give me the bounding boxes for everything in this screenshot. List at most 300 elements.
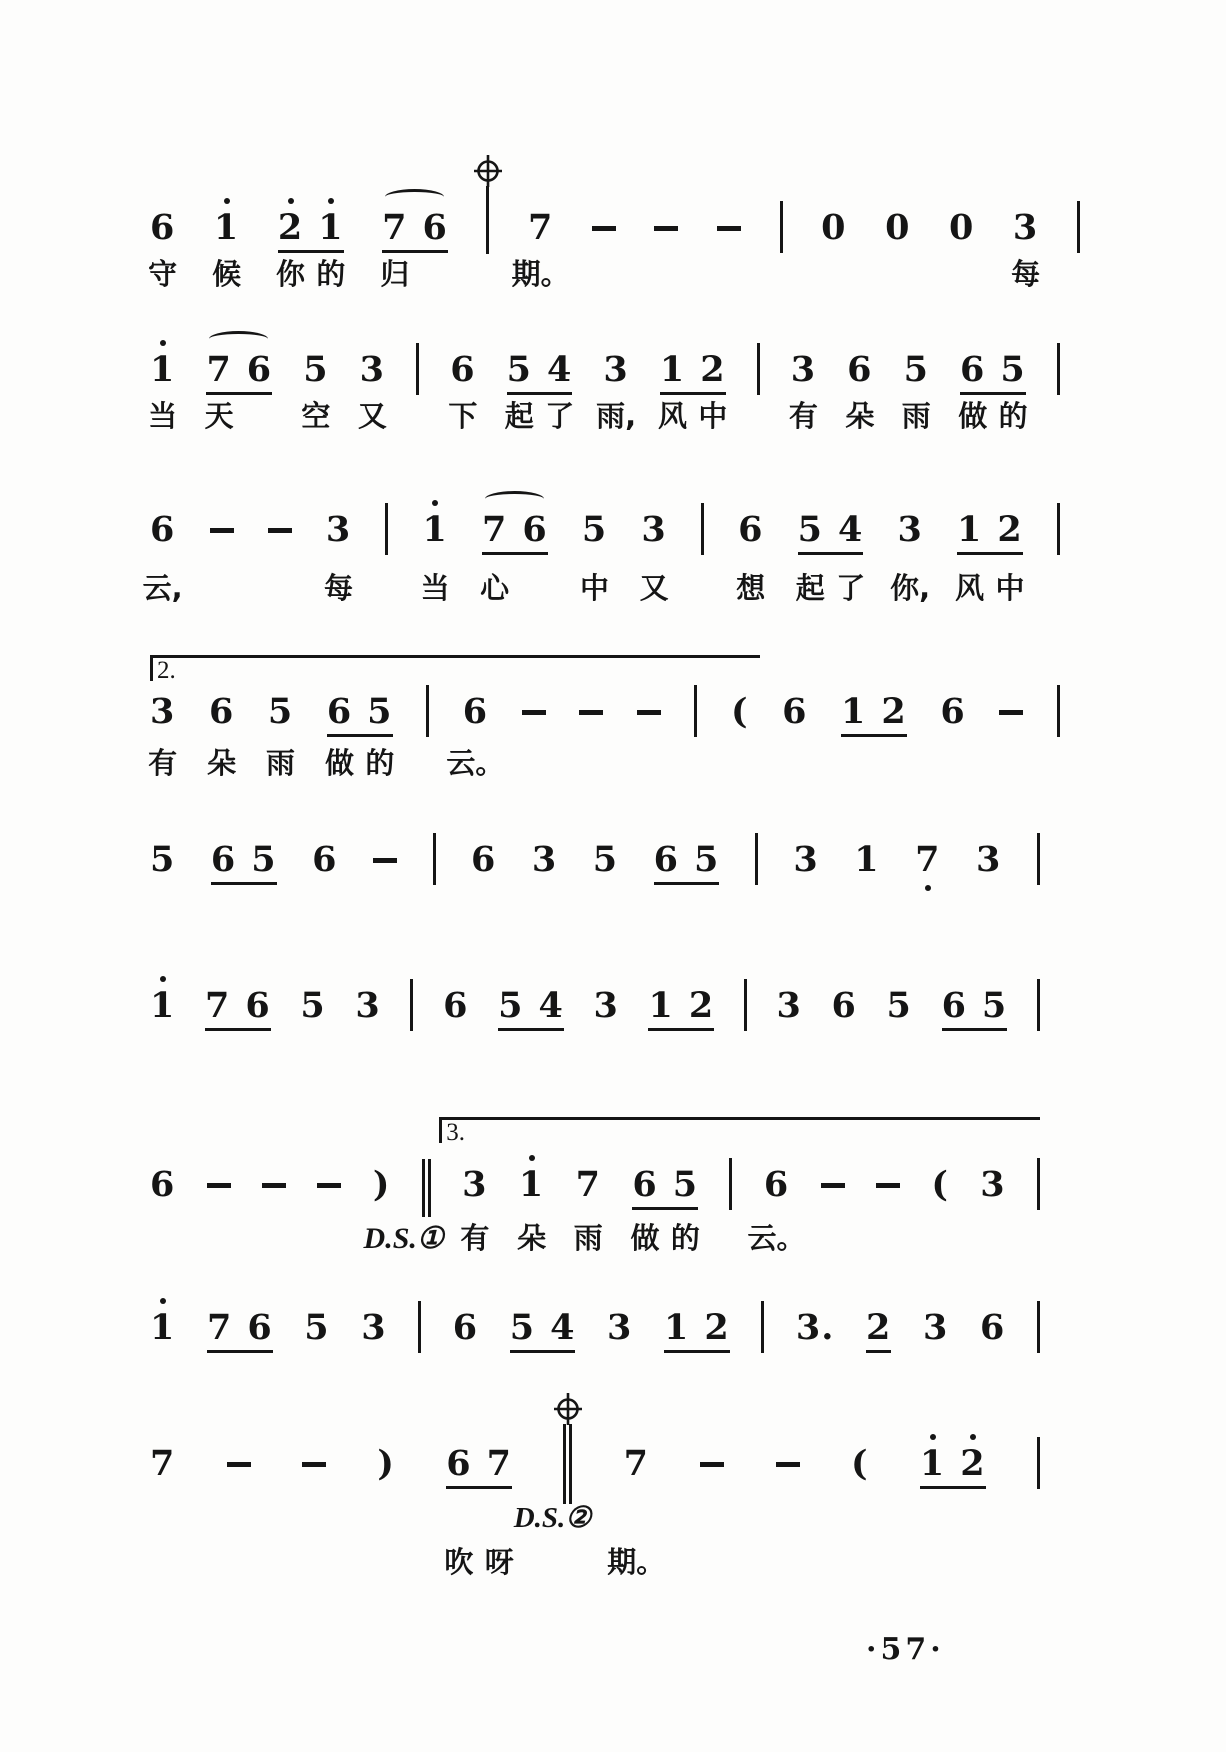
lyric-syllable: 云。 bbox=[747, 1221, 806, 1255]
note-digit: 7 bbox=[150, 1443, 176, 1484]
note-token bbox=[365, 691, 395, 780]
note-digit: 6 bbox=[312, 839, 338, 880]
barline bbox=[701, 503, 704, 555]
dash-token bbox=[637, 710, 661, 715]
note-token bbox=[573, 1164, 603, 1255]
lyric-syllable: 朵 bbox=[207, 746, 237, 780]
note-digit: 6 bbox=[960, 349, 986, 390]
note-token bbox=[670, 1164, 700, 1255]
note-digit: 1 bbox=[919, 1443, 946, 1484]
dash-token bbox=[821, 1183, 845, 1188]
note-digit: 1 bbox=[659, 349, 686, 390]
lyric-syllable: 了 bbox=[545, 399, 575, 433]
ds-label: D.S.② bbox=[513, 1502, 592, 1534]
note-digit: 3 bbox=[980, 1164, 1006, 1205]
note-digit: 6 bbox=[446, 1443, 472, 1484]
slur-group bbox=[204, 349, 273, 433]
dash-token bbox=[268, 528, 292, 533]
note-token bbox=[148, 691, 178, 780]
note-token bbox=[446, 691, 505, 780]
lyric-syllable: 每 bbox=[1011, 257, 1041, 291]
note-token bbox=[981, 985, 1008, 1026]
lyric-syllable: 的 bbox=[670, 1221, 700, 1255]
lyric-syllable: 期。 bbox=[511, 257, 570, 291]
note-digit: 6 bbox=[208, 691, 235, 732]
lyric-syllable: 朵 bbox=[845, 399, 875, 433]
note-digit: 5 bbox=[367, 691, 393, 732]
score-line-8 bbox=[150, 1307, 1040, 1353]
lyric-syllable: 你 bbox=[276, 257, 306, 291]
dash-token bbox=[262, 1183, 286, 1188]
note-digit: 7 bbox=[382, 207, 408, 248]
note-digit: 1 bbox=[854, 839, 880, 880]
note-digit: 6 bbox=[450, 349, 476, 390]
note-token bbox=[854, 839, 880, 880]
note-token bbox=[148, 207, 178, 291]
note-digit: 1 bbox=[150, 349, 176, 390]
barline bbox=[755, 833, 758, 885]
note-token bbox=[355, 985, 381, 1026]
dash-token bbox=[210, 528, 234, 533]
note-token bbox=[639, 509, 669, 605]
note-token bbox=[788, 349, 818, 433]
note-digit: 7 bbox=[575, 1164, 601, 1205]
note-token bbox=[545, 349, 575, 433]
octave-dot-above bbox=[328, 198, 334, 204]
note-token bbox=[845, 349, 875, 433]
note-token bbox=[304, 1307, 330, 1348]
score-line-2 bbox=[148, 349, 1060, 433]
note-token bbox=[300, 985, 326, 1026]
beam-group bbox=[958, 349, 1028, 433]
octave-dot-above bbox=[432, 500, 438, 506]
note-digit: 6 bbox=[443, 985, 469, 1026]
note-token bbox=[498, 985, 524, 1026]
note-digit: 3 bbox=[355, 985, 381, 1026]
dash-token bbox=[579, 710, 603, 715]
note-digit: 6 bbox=[653, 839, 679, 880]
lyric-syllable: 风 bbox=[955, 571, 985, 605]
octave-dot-above bbox=[160, 340, 166, 346]
lyric-syllable: 朵 bbox=[517, 1221, 547, 1255]
beam-group bbox=[509, 1307, 576, 1353]
lyric-syllable: 有 bbox=[148, 746, 178, 780]
note-token bbox=[663, 1307, 690, 1348]
note-digit: 0 bbox=[948, 207, 975, 248]
note-token bbox=[948, 207, 975, 248]
lyric-syllable: 想 bbox=[736, 571, 766, 605]
lyric-syllable: 雨 bbox=[266, 746, 296, 780]
note-token bbox=[420, 509, 450, 605]
dash-token bbox=[876, 1183, 900, 1188]
barline bbox=[433, 833, 436, 885]
score-line-9 bbox=[150, 1443, 1040, 1579]
note-token bbox=[850, 1443, 869, 1484]
note-token bbox=[266, 691, 296, 780]
note-token bbox=[795, 1307, 835, 1348]
coda-icon bbox=[472, 154, 504, 188]
score-line-7 bbox=[150, 1119, 1040, 1255]
note-digit: ( bbox=[730, 691, 749, 732]
lyric-syllable: 雨 bbox=[573, 1221, 603, 1255]
note-digit: 5 bbox=[509, 1307, 536, 1348]
note-digit: 6 bbox=[831, 985, 857, 1026]
note-token bbox=[866, 1307, 892, 1353]
lyric-syllable: 当 bbox=[148, 399, 178, 433]
note-digit: 5 bbox=[498, 985, 524, 1026]
octave-dot-above bbox=[160, 1298, 166, 1304]
note-token bbox=[980, 1164, 1006, 1205]
note-digit: 1 bbox=[213, 207, 240, 248]
note-token bbox=[704, 1307, 730, 1348]
note-digit: 5 bbox=[1000, 349, 1026, 390]
note-digit: 2 bbox=[688, 985, 715, 1026]
note-digit: 3 bbox=[976, 839, 1002, 880]
note-digit: 5 bbox=[581, 509, 608, 550]
note-token bbox=[323, 509, 354, 605]
note-token bbox=[793, 839, 819, 880]
note-token bbox=[1011, 207, 1041, 291]
note-token bbox=[593, 985, 619, 1026]
note-digit: 3 bbox=[922, 1307, 949, 1348]
note-token bbox=[212, 207, 242, 291]
note-token bbox=[694, 839, 720, 880]
barline bbox=[780, 201, 783, 253]
score-line-1 bbox=[148, 207, 1080, 291]
note-digit: 6 bbox=[462, 691, 489, 732]
note-token bbox=[841, 691, 867, 732]
dash-token bbox=[700, 1462, 724, 1467]
note-digit: 1 bbox=[150, 985, 176, 1026]
lyric-syllable: 天 bbox=[204, 399, 234, 433]
note-digit: 1 bbox=[841, 691, 867, 732]
note-token bbox=[301, 349, 331, 433]
lyric-syllable: 空 bbox=[301, 399, 331, 433]
note-digit: 2 bbox=[277, 207, 304, 248]
lyric-syllable: 期。 bbox=[607, 1545, 666, 1579]
dash-token bbox=[227, 1462, 251, 1467]
note-token bbox=[460, 1164, 490, 1255]
octave-dot-above bbox=[288, 198, 294, 204]
barline bbox=[410, 979, 413, 1031]
dash-token bbox=[776, 1462, 800, 1467]
note-digit: 2 bbox=[997, 509, 1023, 550]
note-token bbox=[821, 207, 847, 248]
barline bbox=[426, 685, 429, 737]
beam-group bbox=[324, 691, 395, 780]
coda-icon bbox=[552, 1392, 584, 1426]
lyric-syllable: 中 bbox=[995, 571, 1025, 605]
note-token bbox=[316, 207, 346, 291]
note-token bbox=[517, 1164, 547, 1255]
note-token bbox=[688, 985, 715, 1026]
note-token bbox=[205, 985, 231, 1026]
note-digit: 5 bbox=[304, 1307, 330, 1348]
barline bbox=[1057, 343, 1060, 395]
note-token bbox=[210, 839, 237, 880]
note-digit: 3 bbox=[150, 691, 176, 732]
note-digit: 3. bbox=[795, 1307, 835, 1348]
note-digit: 3 bbox=[603, 349, 629, 390]
note-token bbox=[596, 349, 637, 433]
beam-group bbox=[653, 839, 720, 885]
note-digit: 3 bbox=[361, 1307, 387, 1348]
beam-group bbox=[630, 1164, 700, 1255]
note-token bbox=[538, 985, 564, 1026]
lyric-syllable: 守 bbox=[148, 257, 178, 291]
note-token bbox=[444, 1443, 474, 1579]
note-digit: 3 bbox=[607, 1307, 633, 1348]
volta-bracket bbox=[439, 1117, 1040, 1146]
note-token bbox=[207, 691, 237, 780]
dash-token bbox=[302, 1462, 326, 1467]
note-token bbox=[247, 1307, 273, 1348]
note-digit: 6 bbox=[245, 985, 271, 1026]
note-token bbox=[246, 349, 273, 390]
note-token bbox=[504, 349, 534, 433]
note-token bbox=[276, 207, 306, 291]
note-digit: ) bbox=[372, 1164, 391, 1205]
note-token bbox=[998, 349, 1028, 433]
note-digit: 6 bbox=[847, 349, 873, 390]
note-digit: 6 bbox=[471, 839, 497, 880]
note-digit: 6 bbox=[632, 1164, 658, 1205]
note-digit: 7 bbox=[205, 985, 231, 1026]
lyric-syllable: 心 bbox=[480, 571, 510, 605]
note-digit: 6 bbox=[452, 1307, 479, 1348]
lyric-syllable: 候 bbox=[212, 257, 242, 291]
beam-group bbox=[504, 349, 575, 433]
dash-token bbox=[999, 710, 1023, 715]
note-digit: 5 bbox=[797, 509, 823, 550]
note-digit: 2 bbox=[700, 349, 726, 390]
note-token bbox=[324, 691, 354, 780]
dash-token bbox=[373, 858, 397, 863]
beam-group bbox=[919, 1443, 986, 1489]
note-token bbox=[955, 509, 985, 605]
note-digit: 7 bbox=[527, 207, 554, 248]
note-token bbox=[890, 509, 931, 605]
note-digit: 1 bbox=[318, 207, 344, 248]
lyric-syllable: 归 bbox=[380, 257, 410, 291]
octave-dot-above bbox=[970, 1434, 976, 1440]
score-line-5 bbox=[150, 839, 1040, 885]
note-digit: 3 bbox=[325, 509, 352, 550]
slur-group bbox=[380, 207, 448, 291]
note-digit: 4 bbox=[538, 985, 564, 1026]
lyric-syllable: 雨, bbox=[596, 399, 637, 433]
note-digit: 6 bbox=[150, 207, 176, 248]
note-token bbox=[150, 839, 176, 880]
double-barline bbox=[513, 1424, 592, 1534]
lyric-syllable: 中 bbox=[580, 571, 610, 605]
note-token bbox=[747, 1164, 806, 1255]
note-digit: 6 bbox=[738, 509, 764, 550]
lyric-syllable: 的 bbox=[365, 746, 395, 780]
note-digit: 1 bbox=[956, 509, 983, 550]
note-digit: 6 bbox=[941, 985, 967, 1026]
ds-label: D.S.① bbox=[363, 1222, 444, 1255]
note-token bbox=[653, 839, 679, 880]
note-token bbox=[448, 349, 478, 433]
note-token bbox=[931, 1164, 949, 1205]
lyric-syllable: 的 bbox=[998, 399, 1028, 433]
note-token bbox=[148, 349, 178, 433]
lyric-syllable: 下 bbox=[448, 399, 478, 433]
note-token bbox=[915, 839, 941, 880]
note-digit: 1 bbox=[518, 1164, 545, 1205]
dash-token bbox=[317, 1183, 341, 1188]
note-token bbox=[922, 1307, 949, 1348]
note-digit: 1 bbox=[422, 509, 448, 550]
lyric-syllable: 了 bbox=[836, 571, 866, 605]
beam-group bbox=[658, 349, 728, 433]
note-token bbox=[452, 1307, 479, 1348]
note-digit: 7 bbox=[486, 1443, 512, 1484]
note-digit: 6 bbox=[246, 349, 273, 390]
note-digit: 7 bbox=[206, 1307, 233, 1348]
beam-group bbox=[941, 985, 1008, 1031]
note-digit: 0 bbox=[821, 207, 847, 248]
barline bbox=[1037, 1437, 1040, 1489]
note-digit: 6 bbox=[422, 207, 448, 248]
note-token bbox=[941, 985, 967, 1026]
note-token bbox=[150, 985, 176, 1026]
note-token bbox=[782, 691, 808, 732]
note-digit: 5 bbox=[592, 839, 619, 880]
barline bbox=[1037, 979, 1040, 1031]
beam-group bbox=[276, 207, 346, 291]
note-digit: 4 bbox=[837, 509, 864, 550]
note-digit: 6 bbox=[326, 691, 353, 732]
note-digit: 3 bbox=[462, 1164, 488, 1205]
note-token bbox=[885, 207, 911, 248]
note-digit: 3 bbox=[531, 839, 558, 880]
note-digit: 3 bbox=[790, 349, 817, 390]
note-token bbox=[480, 509, 510, 605]
note-digit: 3 bbox=[593, 985, 619, 1026]
double-barline bbox=[363, 1159, 444, 1255]
volta-label: 3. bbox=[446, 1119, 465, 1146]
note-token bbox=[886, 985, 912, 1026]
note-digit: 2 bbox=[881, 691, 907, 732]
note-digit: 5 bbox=[251, 839, 277, 880]
lyric-syllable: 云, bbox=[142, 571, 183, 605]
note-token bbox=[380, 207, 410, 291]
note-token bbox=[422, 207, 448, 248]
lyric-syllable: 中 bbox=[698, 399, 728, 433]
lyric-syllable: 当 bbox=[420, 571, 450, 605]
note-digit: 7 bbox=[623, 1443, 649, 1484]
note-token bbox=[698, 349, 728, 433]
note-digit: 7 bbox=[482, 509, 508, 550]
note-digit: 5 bbox=[300, 985, 326, 1026]
note-token bbox=[592, 839, 619, 880]
score-line-3 bbox=[142, 509, 1060, 605]
note-digit: 7 bbox=[206, 349, 232, 390]
note-digit: ) bbox=[377, 1443, 395, 1484]
dash-token bbox=[592, 226, 616, 231]
lyric-syllable: 雨 bbox=[901, 399, 931, 433]
note-token bbox=[150, 1164, 176, 1205]
barline bbox=[744, 979, 747, 1031]
note-token bbox=[484, 1443, 514, 1579]
volta-bracket bbox=[150, 655, 760, 684]
note-token bbox=[550, 1307, 576, 1348]
dash-token bbox=[522, 710, 546, 715]
beam-group bbox=[955, 509, 1025, 605]
note-token bbox=[361, 1307, 387, 1348]
note-digit: 6 bbox=[979, 1307, 1006, 1348]
volta-label: 2. bbox=[157, 657, 176, 684]
octave-dot-above bbox=[160, 976, 166, 982]
beam-group bbox=[210, 839, 277, 885]
note-token bbox=[509, 1307, 536, 1348]
note-digit: 3 bbox=[1012, 207, 1039, 248]
lyric-syllable: 又 bbox=[639, 571, 669, 605]
note-digit: ( bbox=[931, 1164, 949, 1205]
note-digit: 5 bbox=[150, 839, 176, 880]
note-token bbox=[531, 839, 558, 880]
barline bbox=[761, 1301, 764, 1353]
note-token bbox=[976, 839, 1002, 880]
note-token bbox=[901, 349, 931, 433]
dash-token bbox=[717, 226, 741, 231]
note-digit: 3 bbox=[641, 509, 667, 550]
note-digit: 6 bbox=[150, 509, 176, 550]
note-token bbox=[940, 691, 966, 732]
barline bbox=[418, 1301, 421, 1353]
note-token bbox=[831, 985, 857, 1026]
note-digit: 7 bbox=[915, 839, 941, 880]
note-token bbox=[881, 691, 907, 732]
note-token bbox=[142, 509, 183, 605]
lyric-syllable: 起 bbox=[795, 571, 825, 605]
beam-group bbox=[444, 1443, 514, 1579]
note-digit: 5 bbox=[672, 1164, 699, 1205]
barline bbox=[1037, 833, 1040, 885]
note-token bbox=[795, 509, 825, 605]
beam-group bbox=[205, 985, 271, 1031]
octave-dot-above bbox=[224, 198, 230, 204]
note-digit: 6 bbox=[782, 691, 808, 732]
note-token bbox=[630, 1164, 660, 1255]
note-token bbox=[377, 1443, 395, 1484]
note-digit: 3 bbox=[776, 985, 802, 1026]
note-digit: 5 bbox=[694, 839, 720, 880]
note-token bbox=[372, 1164, 391, 1205]
barline bbox=[729, 1158, 732, 1210]
dash-token bbox=[654, 226, 678, 231]
note-token bbox=[648, 985, 674, 1026]
beam-group bbox=[663, 1307, 730, 1353]
lyric-syllable: 做 bbox=[630, 1221, 660, 1255]
note-token bbox=[245, 985, 271, 1026]
note-digit: 5 bbox=[506, 349, 532, 390]
barline bbox=[757, 343, 760, 395]
note-digit: 3 bbox=[793, 839, 819, 880]
note-digit: 5 bbox=[903, 349, 929, 390]
note-token bbox=[607, 1307, 633, 1348]
note-token bbox=[471, 839, 497, 880]
slur-group bbox=[480, 509, 548, 605]
note-token bbox=[776, 985, 802, 1026]
lyric-syllable: 风 bbox=[658, 399, 688, 433]
beam-group bbox=[841, 691, 907, 737]
barline bbox=[416, 343, 419, 395]
octave-dot-below bbox=[925, 885, 931, 891]
note-token bbox=[522, 509, 548, 550]
